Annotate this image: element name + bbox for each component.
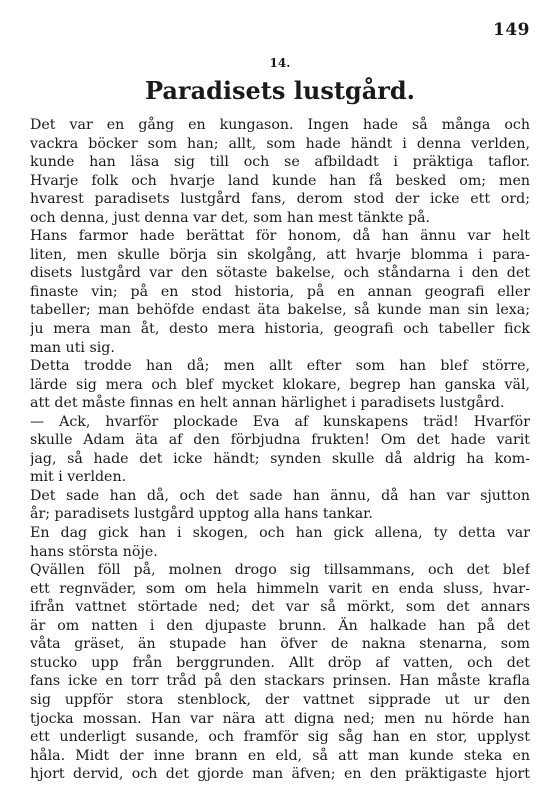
body-text bbox=[30, 116, 530, 784]
text-line: kunde han läsa sig till och se afbildadt i präktiga taflor. bbox=[30, 154, 530, 171]
text-line: Det sade han då, och det sade han ännu, då han var sjutton bbox=[30, 487, 530, 504]
text-line: man uti sig. bbox=[30, 339, 115, 356]
text-line: Detta trodde han då; men allt efter som han blef större, bbox=[30, 358, 530, 375]
text-line: stucko upp från berggrunden. Allt dröp af vatten, och det bbox=[30, 654, 530, 671]
text-line: liten, men skulle börja sin skolgång, att hvarje blomma i para- bbox=[30, 246, 530, 263]
text-line: finaste vin; på en stod historia, på en annan geografi eller bbox=[30, 283, 530, 300]
text-line: våta gräset, än stupade han öfver de nakna stenarna, som bbox=[30, 636, 530, 653]
text-line: är om natten i den djupaste brunn. Än halkade han på det bbox=[30, 617, 530, 634]
text-line: jag, så hade det icke händt; synden skulle då aldrig ha kom- bbox=[30, 450, 530, 467]
text-line: och denna, just denna var det, som han mest tänkte på. bbox=[30, 209, 431, 226]
text-line: att det måste finnas en helt annan härlighet i paradisets lustgård. bbox=[30, 395, 505, 412]
text-line: fans icke en torr tråd på den stackars prinsen. Han måste krafla bbox=[30, 673, 530, 690]
text-line: En dag gick han i skogen, och han gick allena, ty detta var bbox=[30, 525, 530, 542]
text-line: hans största nöje. bbox=[30, 543, 158, 560]
text-line: — Ack, hvarför plockade Eva af kunskapens träd! Hvarför bbox=[30, 413, 530, 430]
text-line: mit i verlden. bbox=[30, 469, 127, 486]
page-number: 149 bbox=[493, 20, 530, 40]
text-line: disets lustgård var den sötaste bakelse, och ståndarna i den det bbox=[30, 265, 530, 282]
text-line: Det var en gång en kungason. Ingen hade så många och bbox=[30, 117, 530, 133]
text-line: Qvällen föll på, molnen drogo sig tillsammans, och det blef bbox=[30, 562, 530, 579]
text-line: år; paradisets lustgård upptog alla hans tankar. bbox=[30, 506, 373, 523]
book-page bbox=[30, 0, 530, 811]
text-line: ett underligt susande, och framför sig såg han en stor, upplyst bbox=[30, 729, 530, 746]
text-line: håla. Midt der inne brann en eld, så att man kunde steka en bbox=[30, 747, 530, 764]
text-line: tjocka mossan. Han var nära att digna ned; men nu hörde han bbox=[30, 710, 530, 727]
text-line: ifrån vattnet störtade ned; det var så mörkt, som det annars bbox=[30, 599, 530, 616]
chapter-title: Paradisets lustgård. bbox=[144, 76, 416, 105]
chapter-number: 14. bbox=[269, 56, 291, 70]
text-line: Hvarje folk och hvarje land kunde han få besked om; men bbox=[30, 172, 530, 189]
text-line: hjort dervid, och det gjorde man äfven; en den präktigaste hjort bbox=[30, 766, 530, 783]
text-line: ju mera man åt, desto mera historia, geografi och tabeller fick bbox=[30, 321, 530, 338]
text-line: hvarest paradisets lustgård fans, derom stod der icke ett ord; bbox=[30, 191, 530, 208]
text-line: skulle Adam äta af den förbjudna frukten! Om det hade varit bbox=[30, 432, 530, 449]
text-line: lärde sig mera och blef mycket klokare, begrep han ganska väl, bbox=[30, 376, 530, 393]
text-line: ett regnväder, som om hela himmeln varit en enda sluss, hvar- bbox=[30, 580, 530, 597]
text-line: vackra böcker som han; allt, som hade händt i denna verlden, bbox=[30, 135, 530, 152]
text-line: tabeller; man behöfde endast äta bakelse, så kunde man sin lexa; bbox=[30, 302, 530, 319]
text-line: Hans farmor hade berättat för honom, då han ännu var helt bbox=[30, 228, 530, 245]
text-line: sig uppför stora stenblock, der vattnet sipprade ut ur den bbox=[30, 691, 530, 708]
